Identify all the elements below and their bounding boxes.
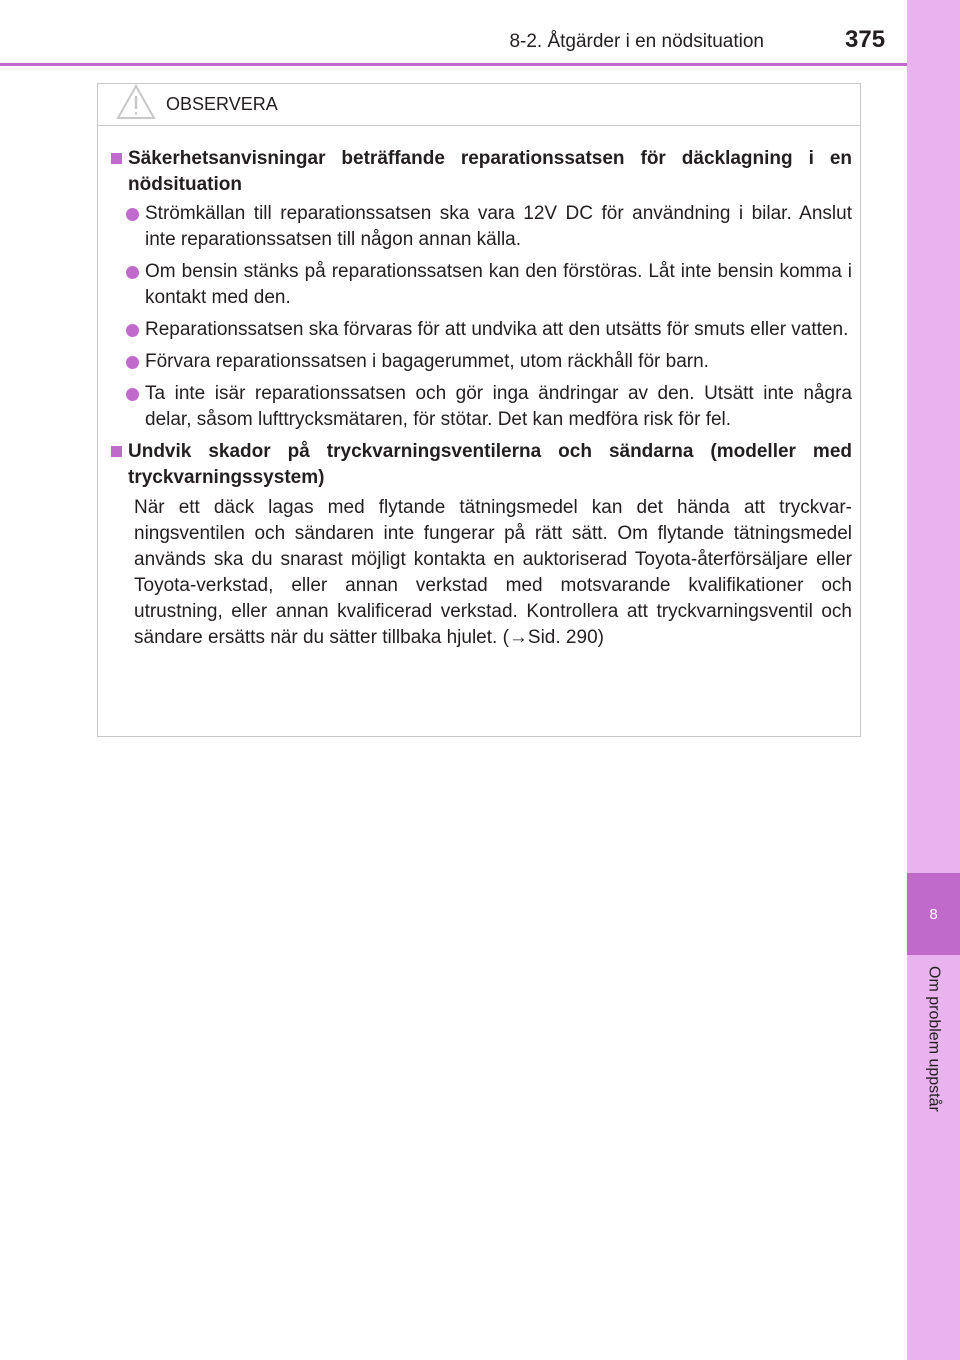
- notice-box: [97, 83, 861, 737]
- list-item: Ta inte isär reparationssatsen och gör inga ändringar av den. Utsätt inte några delar, såsom lufttrycksmätaren, för stötar. Det kan medföra risk för fel.: [124, 381, 852, 433]
- notice-header: [98, 84, 860, 126]
- round-bullet-icon: [126, 208, 139, 221]
- round-bullet-icon: [126, 324, 139, 337]
- section-title: 8-2. Åtgärder i en nödsituation: [509, 31, 764, 52]
- warning-triangle-icon: [116, 84, 156, 125]
- round-bullet-icon: [126, 266, 139, 279]
- square-bullet-icon: [111, 446, 122, 457]
- notice-body: [98, 126, 860, 651]
- notice-title: OBSERVERA: [166, 94, 278, 114]
- list-item: Om bensin stänks på reparationssatsen kan den förstöras. Låt inte bensin komma i kontakt med den.: [124, 259, 852, 311]
- section-heading: Säkerhetsanvisningar beträffande reparationssatsen för däcklagning i en nödsituation: [108, 146, 852, 198]
- page-number: 375: [845, 26, 886, 53]
- chapter-title: Om problem uppstår: [925, 966, 943, 1112]
- chapter-number-tab: 8: [907, 873, 960, 955]
- round-bullet-icon: [126, 388, 139, 401]
- square-bullet-icon: [111, 153, 122, 164]
- section-heading: Undvik skador på tryckvarningsventilerna och sändarna (modeller med tryckvarningssystem): [108, 439, 852, 491]
- round-bullet-icon: [126, 356, 139, 369]
- list-item: Strömkällan till reparationssatsen ska vara 12V DC för användning i bilar. Anslut inte reparationssatsen till någon annan källa.: [124, 201, 852, 253]
- section-paragraph: När ett däck lagas med flytande tätningsmedel kan det hända att tryckvarningsventilen och sändaren inte fungerar på rätt sätt. Om flytande tätningsmedel används ska du snarast möjligt kontakta en auktoriserad Toyota-återförsäljare eller Toyota-verkstad, eller annan verkstad med motsvarande kvalifikationer och utrustning, eller annan kvalificerad verkstad. Kontrollera att tryckvarningsventil och sändare ersätts när du sätter tillbaka hjulet. (→Sid. 290): [134, 497, 852, 648]
- list-item: Reparationssatsen ska förvaras för att undvika att den utsätts för smuts eller vatten.: [124, 317, 852, 343]
- list-item: Förvara reparationssatsen i bagagerummet, utom räckhåll för barn.: [124, 349, 852, 375]
- header-rule: [0, 63, 907, 66]
